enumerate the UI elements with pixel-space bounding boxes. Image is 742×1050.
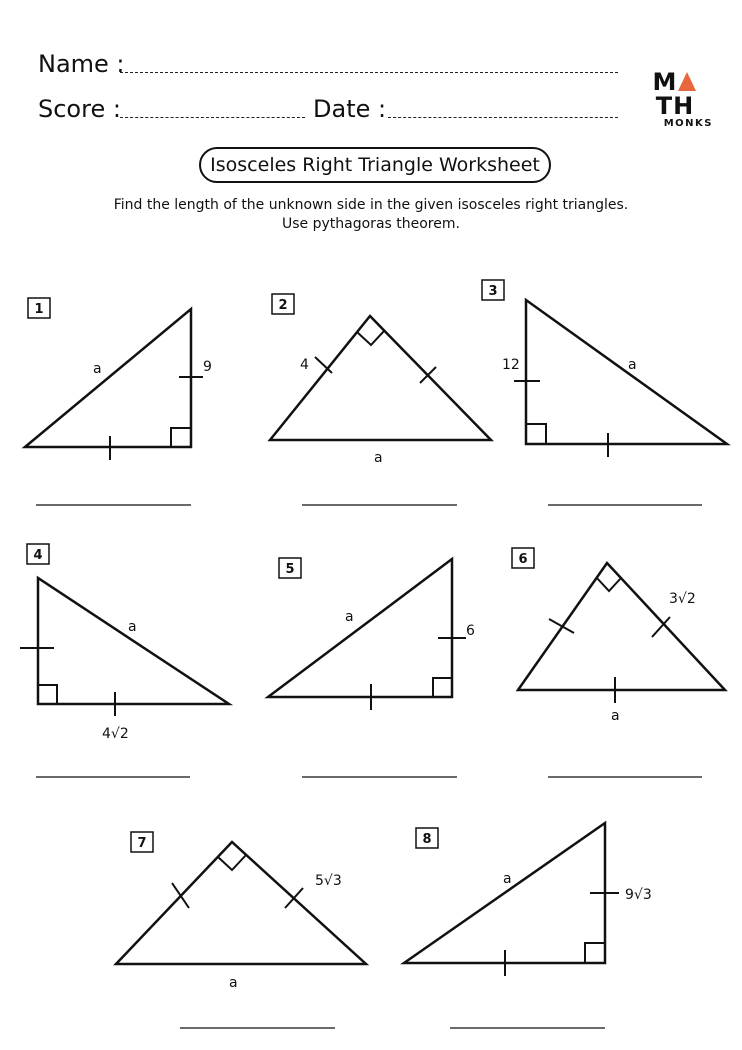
problem-8-label-hyp: a bbox=[503, 871, 512, 887]
tick-marks bbox=[172, 883, 303, 908]
problem-7 bbox=[116, 832, 366, 1028]
problem-4-number: 4 bbox=[33, 548, 43, 563]
triangle bbox=[268, 559, 452, 697]
problem-3 bbox=[482, 280, 727, 505]
problem-6-number: 6 bbox=[518, 552, 528, 567]
right-angle-mark bbox=[585, 943, 605, 963]
problem-4-label-leg: 4√2 bbox=[102, 726, 129, 742]
problem-2-label-leg: 4 bbox=[300, 357, 309, 373]
problem-5-label-leg: 6 bbox=[466, 623, 475, 639]
problem-5-label-hyp: a bbox=[345, 609, 354, 625]
problem-1-label-leg: 9 bbox=[203, 359, 212, 375]
problem-3-label-leg: 12 bbox=[502, 357, 520, 373]
problem-2-label-hyp: a bbox=[374, 450, 383, 466]
tick-marks bbox=[514, 381, 608, 457]
problem-8 bbox=[404, 823, 619, 1028]
problem-1-label-hyp: a bbox=[93, 361, 102, 377]
triangle bbox=[518, 563, 725, 690]
problem-3-number: 3 bbox=[488, 284, 498, 299]
problem-6-label-hyp: a bbox=[611, 708, 620, 724]
problem-6-label-leg: 3√2 bbox=[669, 591, 696, 607]
problem-6 bbox=[512, 548, 725, 777]
instruction-line-1: Find the length of the unknown side in the given isosceles right triangles. bbox=[113, 197, 629, 213]
problem-5 bbox=[268, 558, 466, 777]
problem-8-number: 8 bbox=[422, 832, 432, 847]
right-angle-mark bbox=[218, 855, 246, 870]
date-label: Date : bbox=[313, 95, 387, 123]
right-angle-mark bbox=[357, 331, 384, 345]
triangle bbox=[25, 309, 191, 447]
tick-marks bbox=[20, 648, 115, 716]
problem-7-number: 7 bbox=[137, 836, 147, 851]
worksheet-title: Isosceles Right Triangle Worksheet bbox=[199, 147, 551, 183]
problem-5-number: 5 bbox=[285, 562, 295, 577]
right-angle-mark bbox=[433, 678, 452, 697]
score-label: Score : bbox=[38, 95, 121, 123]
problem-4-label-hyp: a bbox=[128, 619, 137, 635]
triangle bbox=[38, 578, 229, 704]
problem-2-number: 2 bbox=[278, 298, 288, 313]
logo-subtitle: MONKS bbox=[663, 118, 713, 129]
instruction-line-2: Use pythagoras theorem. bbox=[282, 216, 460, 232]
problem-2 bbox=[270, 294, 491, 505]
problem-1-number: 1 bbox=[34, 302, 44, 317]
problem-8-label-leg: 9√3 bbox=[625, 887, 652, 903]
logo-brand-left: M bbox=[652, 68, 678, 96]
right-angle-mark bbox=[171, 428, 191, 447]
triangle bbox=[526, 300, 727, 444]
logo-brand-right: TH bbox=[655, 92, 695, 120]
problem-4 bbox=[20, 544, 229, 777]
problem-7-label-hyp: a bbox=[229, 975, 238, 991]
problem-7-label-leg: 5√3 bbox=[315, 873, 342, 889]
name-label: Name : bbox=[38, 50, 125, 78]
right-angle-mark bbox=[526, 424, 546, 444]
problem-1 bbox=[25, 298, 203, 505]
right-angle-mark bbox=[596, 577, 621, 591]
right-angle-mark bbox=[38, 685, 57, 704]
problem-3-label-hyp: a bbox=[628, 357, 637, 373]
triangle bbox=[404, 823, 605, 963]
